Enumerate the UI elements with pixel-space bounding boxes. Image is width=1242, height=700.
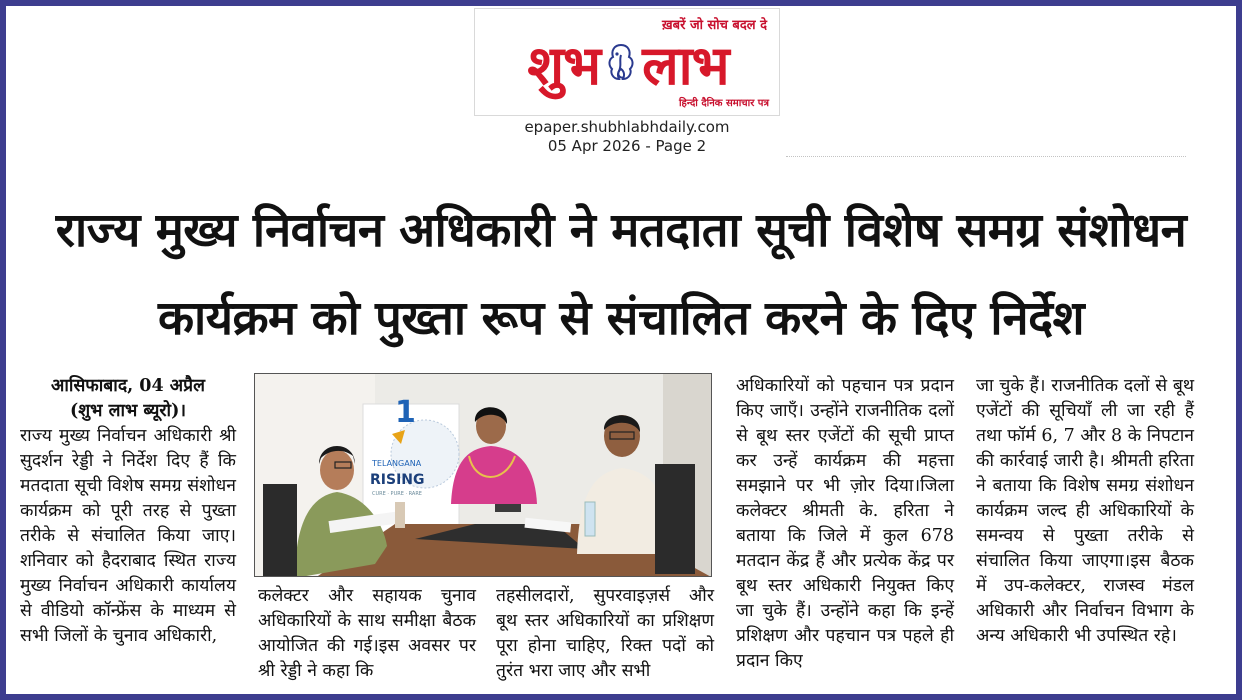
article-column-2 <box>258 584 476 684</box>
article-text-col3: तहसीलदारों, सुपरवाइज़र्स और बूथ स्तर अधिकारियों का प्रशिक्षण पूरा होना चाहिए, रिक्त पदों को तुरंत भरा जाए और सभी <box>496 586 714 681</box>
masthead <box>474 8 780 116</box>
newspaper-logo <box>483 31 773 95</box>
dateline-bureau: (शुभ लाभ ब्यूरो)। <box>70 401 186 421</box>
masthead-subtag: हिन्दी दैनिक समाचार पत्र <box>678 98 769 109</box>
headline-line-1: राज्य मुख्य निर्वाचन अधिकारी ने मतदाता सूची विशेष समग्र संशोधन <box>55 203 1187 258</box>
epaper-clipping <box>6 6 1236 694</box>
article-text-col1: राज्य मुख्य निर्वाचन अधिकारी श्री सुदर्शन रेड्डी ने निर्देश दिए हैं कि मतदाता सूची विशेष समग्र संशोधन कार्यक्रम को पूरी तरह से पुख्ता तरीके से संचालित किया जाए। शनिवार को हैदराबाद स्थित राज्य मुख्य निर्वाचन अधिकारी कार्यालय से वीडियो कॉन्फ्रेंस के माध्यम से सभी जिलों के चुनाव अधिकारी, <box>20 426 236 646</box>
article-text-col4: अधिकारियों को पहचान पत्र प्रदान किए जाएँ। उन्होंने राजनीतिक दलों से बूथ स्तर एजेंटों की सूची प्राप्त कर उन्हें कार्यक्रम की महत्ता समझाने पर भी ज़ोर दिया।जिला कलेक्टर श्रीमती के. हरिता ने बताया कि जिले में कुल 678 मतदान केंद्र हैं और प्रत्येक केंद्र पर बूथ स्तर अधिकारी नियुक्त किए जा चुके हैं। उन्होंने कहा कि इन्हें प्रशिक्षण और पहचान पत्र पहले ही प्रदान किए <box>736 376 954 671</box>
source-url[interactable]: epaper.shubhlabhdaily.com <box>524 118 730 136</box>
article-column-1 <box>20 374 236 649</box>
article-text-col5: जा चुके हैं। राजनीतिक दलों से बूथ एजेंटों की सूचियाँ ली जा रही हैं तथा फॉर्म 6, 7 और 8 के निपटान की कार्रवाई जारी है। श्रीमती हरिता ने बताया कि विशेष समग्र संशोधन कार्यक्रम जल्द ही अधिकारियों के समन्वय से पुख्ता तरीके से संचालित किया जाएगा।इस बैठक में उप-कलेक्टर, राजस्व मंडल अधिकारी और निर्वाचन विभाग के अन्य अधिकारी भी उपस्थित रहे। <box>976 376 1194 646</box>
article-column-5 <box>976 374 1194 649</box>
meeting-photo <box>254 373 712 577</box>
ganesha-icon <box>604 41 638 85</box>
source-date-page: 05 Apr 2026 - Page 2 <box>547 137 707 155</box>
meeting-photo-illustration <box>255 374 712 577</box>
article-text-col2: कलेक्टर और सहायक चुनाव अधिकारियों के साथ समीक्षा बैठक आयोजित की गई।इस अवसर पर श्री रेड्डी ने कहा कि <box>258 586 476 681</box>
logo-word-right: लाभ <box>642 34 729 97</box>
headline-line-2: कार्यक्रम को पुख्ता रूप से संचालित करने के दिए निर्देश <box>157 291 1085 346</box>
dateline-place: आसिफाबाद, 04 अप्रैल <box>51 376 205 396</box>
article-column-4 <box>736 374 954 674</box>
article-column-3 <box>496 584 714 684</box>
logo-word-left: शुभ <box>527 34 601 97</box>
banner-sub: RISING <box>370 472 425 488</box>
cropped-text-line <box>786 156 1186 166</box>
banner-text: TELANGANA <box>372 459 422 468</box>
banner-tag: CURE · PURE · RARE <box>372 491 422 497</box>
banner-number: 1 <box>395 395 416 430</box>
masthead-tagline: ख़बरें जो सोच बदल दे <box>662 18 767 33</box>
source-info <box>474 118 780 156</box>
